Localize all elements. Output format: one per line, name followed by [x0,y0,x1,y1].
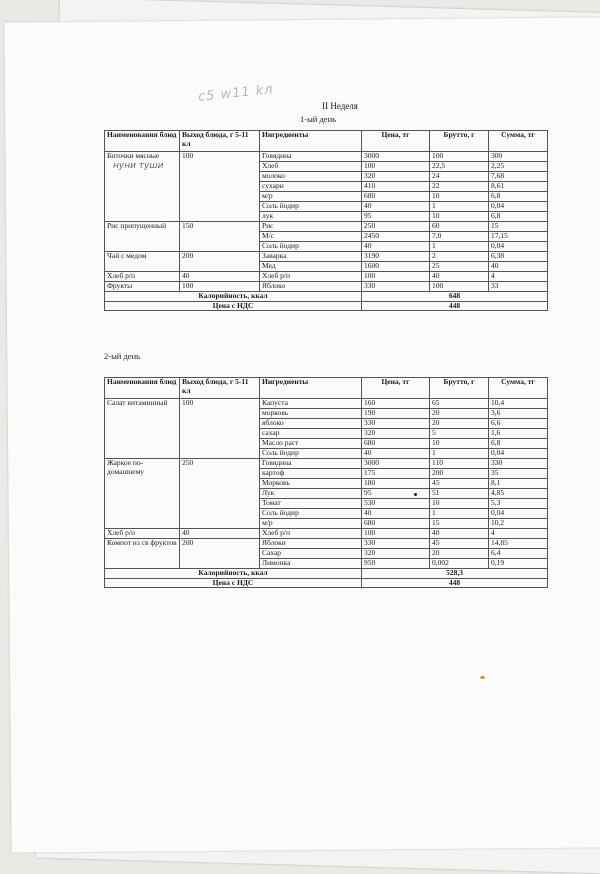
ingredient-cell: картоф [260,469,362,479]
ingredient-cell: Лимонка [260,559,362,569]
ingredient-cell: сухари [260,182,362,192]
dish-output: 100 [180,282,260,292]
header-sum: Сумма, тг [489,131,548,152]
ingredient-cell: Яблоко [260,282,362,292]
ingredient-cell: морковь [260,409,362,419]
price-cell: 3190 [362,252,430,262]
sum-cell: 0,04 [489,202,548,212]
ingredient-cell: м/р [260,192,362,202]
dish-name: Хлеб р/п [105,272,180,282]
header-output: Выход блюда, г 5-11 кл [180,131,260,152]
price-cell: 1600 [362,262,430,272]
calories-value: 648 [362,292,548,302]
dish-output: 40 [180,272,260,282]
gross-cell: 22 [430,182,489,192]
sum-cell: 7,68 [489,172,548,182]
sum-cell: 15 [489,222,548,232]
price-cell: 330 [362,539,430,549]
price-cell: 95 [362,489,430,499]
dish-output: 200 [180,252,260,272]
ingredient-cell: Хлеб р/п [260,272,362,282]
sum-cell: 0,04 [489,242,548,252]
price-cell: 100 [362,529,430,539]
sum-cell: 6,8 [489,212,548,222]
ingredient-cell: Морковь [260,479,362,489]
gross-cell: 10 [430,192,489,202]
dish-output: 40 [180,529,260,539]
gross-cell: 20 [430,419,489,429]
dish-name: Компот из св фруктов [105,539,180,569]
header-dish: Наименования блюд [105,131,180,152]
dish-name: Салат витаминный [105,399,180,459]
gross-cell: 45 [430,479,489,489]
ingredient-cell: Томат [260,499,362,509]
dish-output: 100 [180,152,260,222]
sum-cell: 10,4 [489,399,548,409]
gross-cell: 0,002 [430,559,489,569]
dish-name: Хлеб р/п [105,529,180,539]
sum-cell: 5,3 [489,499,548,509]
price-cell: 680 [362,439,430,449]
gross-cell: 10 [430,212,489,222]
price-cell: 250 [362,222,430,232]
gross-cell: 15 [430,519,489,529]
sum-cell: 300 [489,152,548,162]
dish-name: Биточки мясные нуни туши [105,152,180,222]
table-row [105,399,548,409]
day1-title: 1-ый день [300,114,336,124]
table-row [105,272,548,282]
ingredient-cell: Лук [260,489,362,499]
calories-label: Калорийность, ккал [105,292,362,302]
price-cell: 3000 [362,459,430,469]
price-cell: 100 [362,272,430,282]
ingredient-cell: Соль йодир [260,242,362,252]
gross-cell: 5 [430,429,489,439]
gross-cell: 1 [430,242,489,252]
ingredient-cell: Соль йодир [260,449,362,459]
header-gross: Брутто, г [430,131,489,152]
price-cell: 160 [362,399,430,409]
sum-cell: 6,6 [489,419,548,429]
price-cell: 950 [362,559,430,569]
table-row [105,459,548,469]
sum-cell: 17,15 [489,232,548,242]
price-cell: 40 [362,449,430,459]
sum-cell: 33 [489,282,548,292]
table-header-row [105,378,548,399]
price-label: Цена с НДС [105,578,362,588]
price-row [105,578,548,588]
ingredient-cell: м/р [260,519,362,529]
orange-speck [480,676,485,679]
price-cell: 95 [362,212,430,222]
table-header-row [105,131,548,152]
ingredient-cell: Соль йодир [260,202,362,212]
price-cell: 320 [362,429,430,439]
gross-cell: 2 [430,252,489,262]
sum-cell: 6,8 [489,439,548,449]
gross-cell: 10 [430,499,489,509]
sum-cell: 3,6 [489,409,548,419]
price-cell: 100 [362,162,430,172]
calories-value: 528,3 [362,569,548,579]
sum-cell: 8,1 [489,479,548,489]
gross-cell: 40 [430,272,489,282]
calories-row [105,292,548,302]
price-cell: 330 [362,419,430,429]
price-cell: 680 [362,192,430,202]
gross-cell: 25 [430,262,489,272]
price-row [105,301,548,311]
header-price: Цена, тг [362,378,430,399]
gross-cell: 60 [430,222,489,232]
gross-cell: 51 [430,489,489,499]
dish-output: 100 [180,399,260,459]
calories-row [105,569,548,579]
price-cell: 410 [362,182,430,192]
week-title: II Неделя [322,101,358,111]
price-cell: 40 [362,509,430,519]
gross-cell: 20 [430,549,489,559]
dish-output: 200 [180,539,260,569]
dish-output: 250 [180,459,260,529]
day2-menu-table [104,377,548,588]
gross-cell: 24 [430,172,489,182]
sum-cell: 8,61 [489,182,548,192]
header-gross: Брутто, г [430,378,489,399]
table-row [105,152,548,162]
ingredient-cell: М/с [260,232,362,242]
price-cell: 320 [362,549,430,559]
ingredient-cell: Соль йодир [260,509,362,519]
header-sum: Сумма, тг [489,378,548,399]
dish-name: Фрукты [105,282,180,292]
gross-cell: 100 [430,152,489,162]
price-cell: 680 [362,519,430,529]
ingredient-cell: Рис [260,222,362,232]
sum-cell: 0,04 [489,509,548,519]
table-row [105,222,548,232]
ingredient-cell: лук [260,212,362,222]
price-cell: 40 [362,202,430,212]
table-row [105,529,548,539]
gross-cell: 40 [430,529,489,539]
gross-cell: 1 [430,509,489,519]
ingredient-cell: Масло раст [260,439,362,449]
sum-cell: 4 [489,272,548,282]
gross-cell: 1 [430,202,489,212]
gross-cell: 7,0 [430,232,489,242]
gross-cell: 1 [430,449,489,459]
price-cell: 320 [362,172,430,182]
dish-name: Рис припущенный [105,222,180,252]
sum-cell: 6,4 [489,549,548,559]
price-cell: 40 [362,242,430,252]
dish-name: Жаркое по-домашнему [105,459,180,529]
sum-cell: 6,8 [489,192,548,202]
handwritten-dish-note: нуни туши [113,160,164,171]
header-dish: Наименования блюд [105,378,180,399]
gross-cell: 22,5 [430,162,489,172]
day2-title: 2-ый день [104,351,140,361]
table-row [105,282,548,292]
sum-cell: 0,19 [489,559,548,569]
sum-cell: 35 [489,469,548,479]
sum-cell: 2,25 [489,162,548,172]
ingredient-cell: яблоко [260,419,362,429]
day1-rows [105,152,548,292]
price-cell: 175 [362,469,430,479]
ingredient-cell: Яблоки [260,539,362,549]
price-value: 448 [362,301,548,311]
sum-cell: 6,38 [489,252,548,262]
sum-cell: 4 [489,529,548,539]
table-row [105,252,548,262]
ingredient-cell: Хлеб р/п [260,529,362,539]
day1-menu-table [104,130,548,311]
sum-cell: 330 [489,459,548,469]
handwritten-note: с5 w11 kл [197,82,275,105]
ink-dot [414,493,417,496]
price-label: Цена с НДС [105,301,362,311]
sum-cell: 10,2 [489,519,548,529]
calories-label: Калорийность, ккал [105,569,362,579]
dish-name: Чай с медом [105,252,180,272]
gross-cell: 200 [430,469,489,479]
price-cell: 190 [362,409,430,419]
table-row [105,539,548,549]
gross-cell: 20 [430,409,489,419]
price-cell: 3000 [362,152,430,162]
dish-output: 150 [180,222,260,252]
day2-rows [105,399,548,569]
gross-cell: 65 [430,399,489,409]
ingredient-cell: Говядина [260,459,362,469]
price-cell: 330 [362,282,430,292]
ingredient-cell: Хлеб [260,162,362,172]
gross-cell: 110 [430,459,489,469]
header-ingredients: Ингредиенты [260,131,362,152]
header-price: Цена, тг [362,131,430,152]
gross-cell: 10 [430,439,489,449]
ingredient-cell: сахар [260,429,362,439]
sum-cell: 14,85 [489,539,548,549]
gross-cell: 100 [430,282,489,292]
ingredient-cell: Мед [260,262,362,272]
sum-cell: 1,6 [489,429,548,439]
sum-cell: 0,04 [489,449,548,459]
price-value: 448 [362,578,548,588]
price-cell: 2450 [362,232,430,242]
ingredient-cell: Капуста [260,399,362,409]
gross-cell: 45 [430,539,489,549]
header-ingredients: Ингредиенты [260,378,362,399]
price-cell: 530 [362,499,430,509]
sum-cell: 40 [489,262,548,272]
ingredient-cell: Заварка [260,252,362,262]
sum-cell: 4,85 [489,489,548,499]
price-cell: 180 [362,479,430,489]
ingredient-cell: молоко [260,172,362,182]
ingredient-cell: Сахар [260,549,362,559]
header-output: Выход блюда, г 5-11 кл [180,378,260,399]
ingredient-cell: Говядина [260,152,362,162]
